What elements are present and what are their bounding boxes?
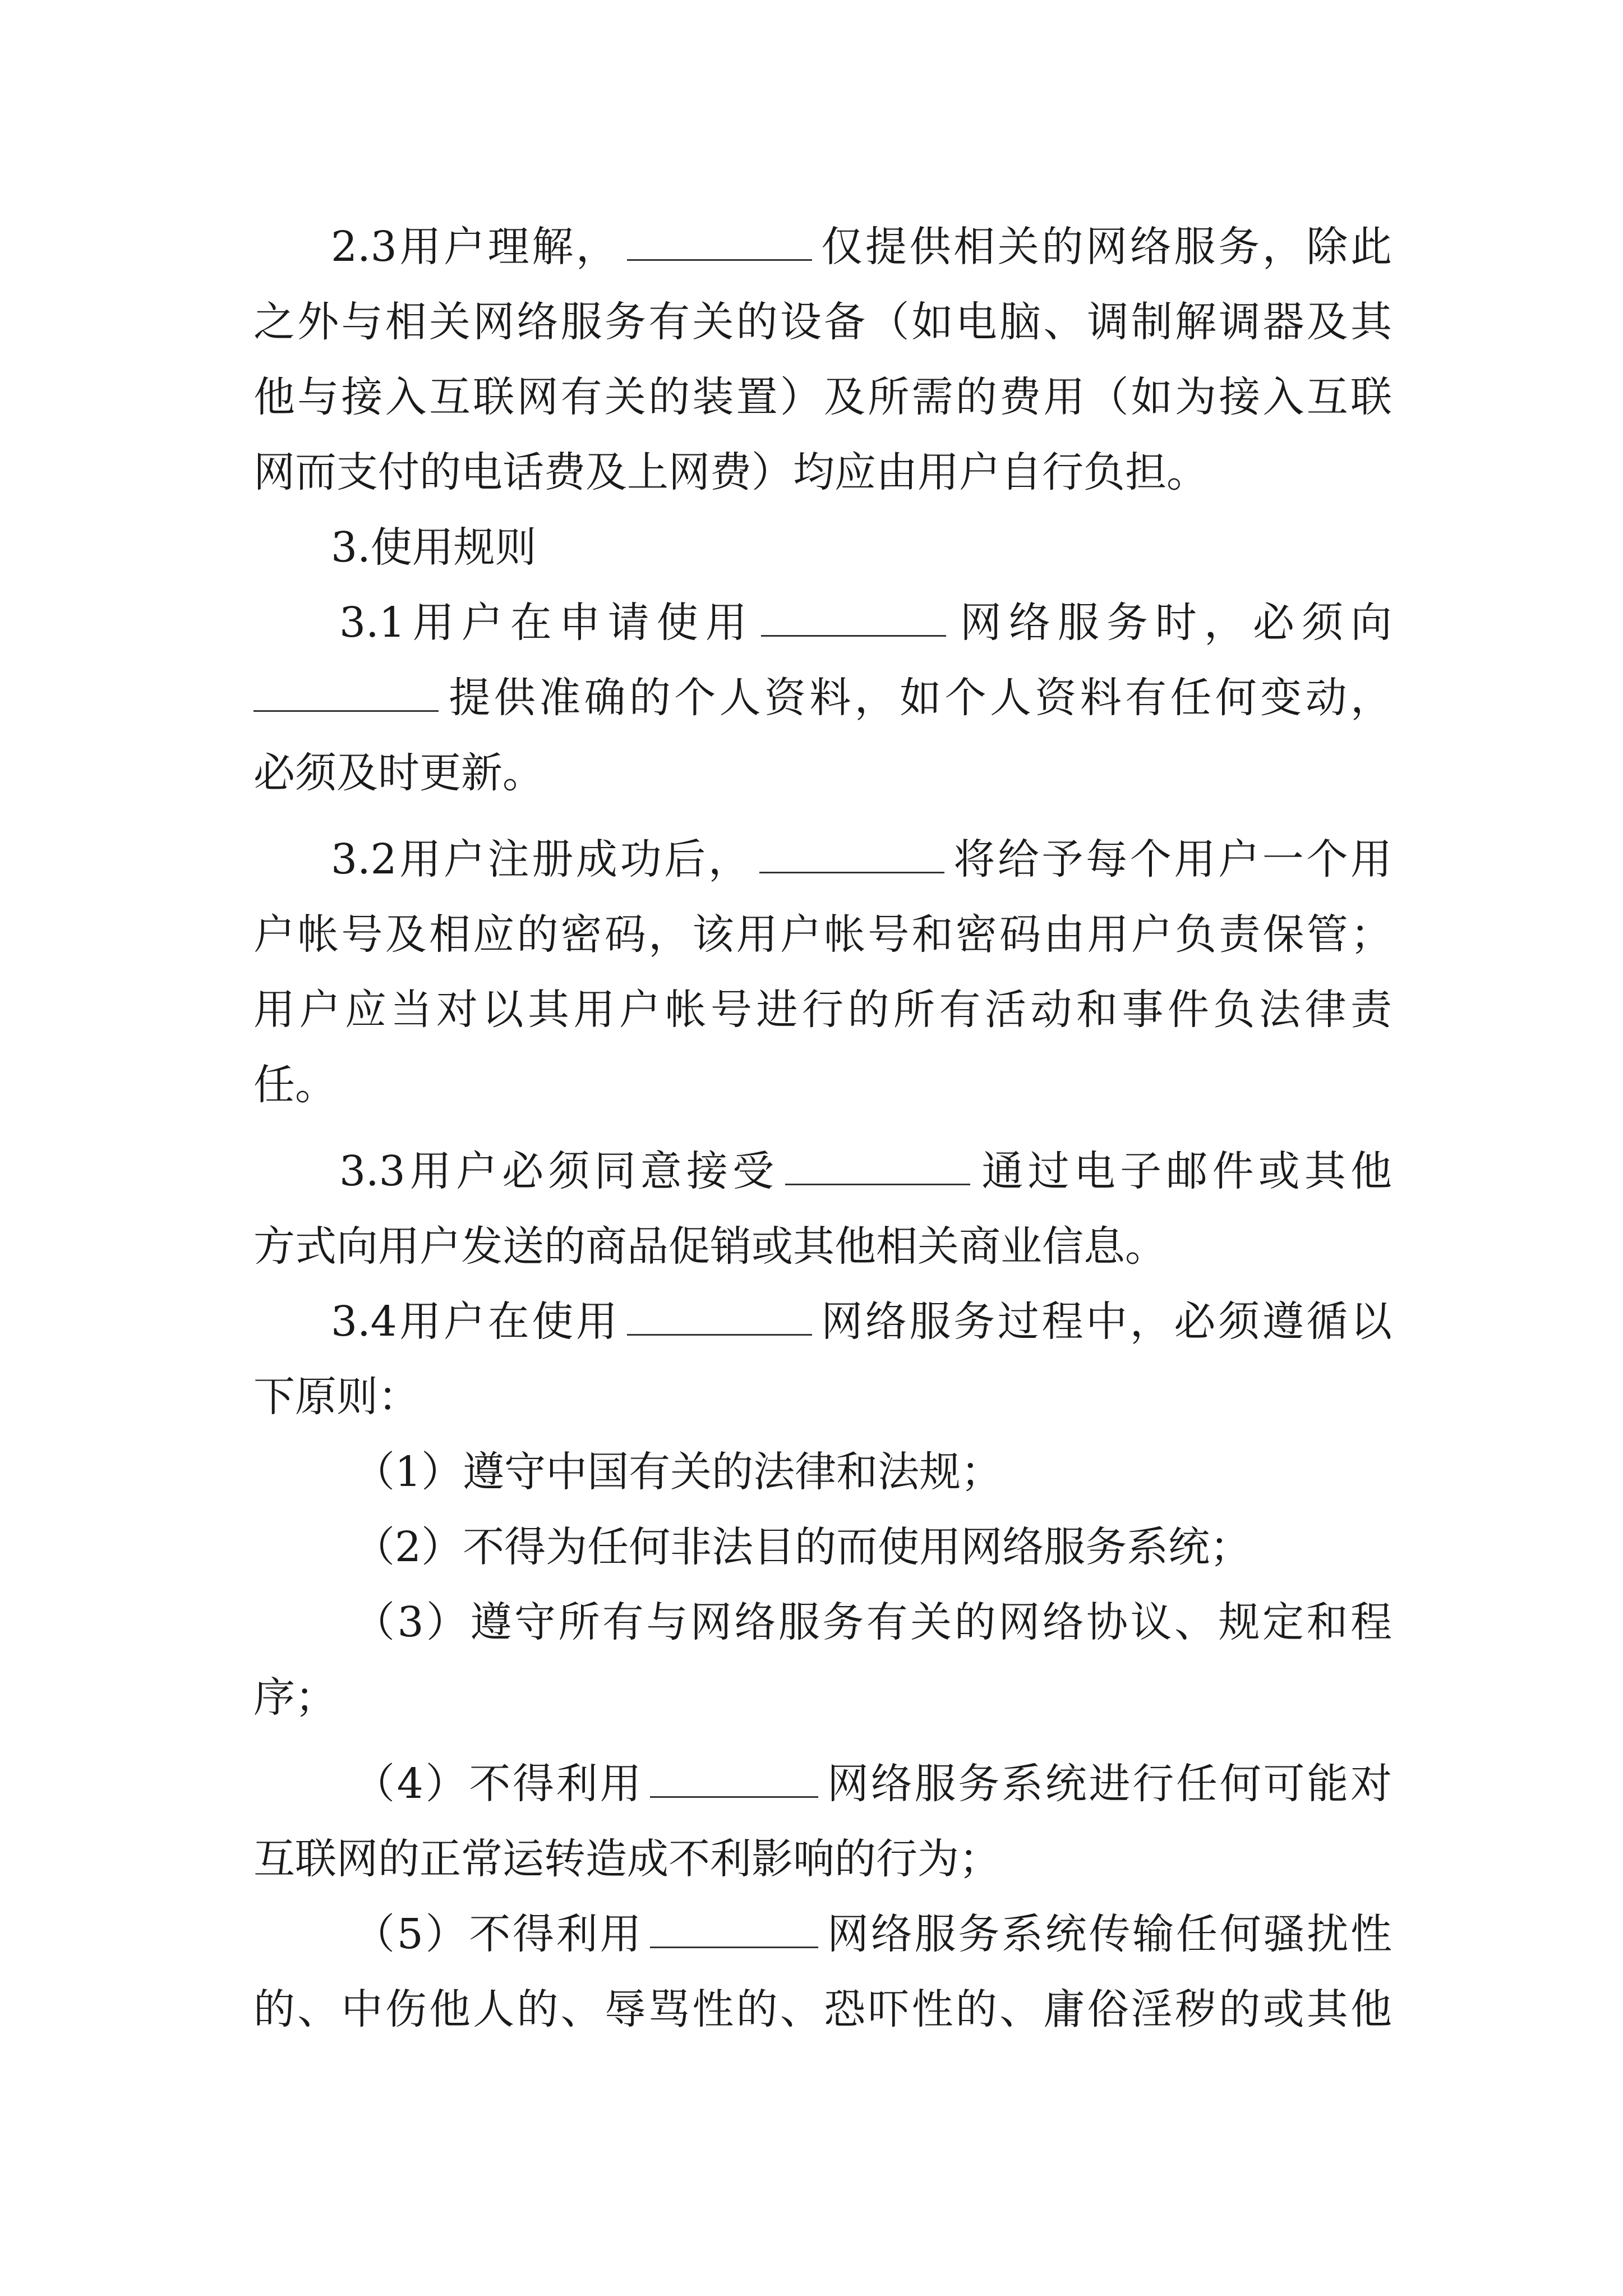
paragraph-3-4-line-2: 下原则： (253, 1373, 419, 1421)
text-run: 网络服务系统传输任何骚扰性 (825, 1910, 1392, 1958)
text-run: 2.3用户理解， (331, 223, 620, 271)
list-item-2: （2）不得为任何非法目的而使用网络服务系统； (353, 1523, 1252, 1571)
text-run: 3.3用户必须同意接受 (339, 1147, 779, 1195)
text-run: 网络服务过程中，必须遵循以 (818, 1297, 1392, 1346)
text-run: 通过电子邮件或其他 (977, 1147, 1392, 1195)
list-item-5-line-2: 的、中伤他人的、辱骂性的、恐吓性的、庸俗淫秽的或其他 (253, 1985, 1392, 2033)
list-item-4-line-1 (353, 1745, 1392, 1823)
list-item-3-line-2: 序； (253, 1673, 336, 1722)
paragraph-2-3-line-4: 网而支付的电话费及上网费）均应由用户自行负担。 (253, 448, 1208, 496)
text-run: 将给予每个用户一个用 (951, 835, 1392, 884)
paragraph-3-2-line-1 (331, 820, 1392, 899)
fill-in-blank (759, 835, 944, 873)
list-item-5-line-1 (353, 1895, 1392, 1973)
text-run: 提供准确的个人资料，如个人资料有任何变动， (445, 674, 1392, 722)
fill-in-blank (253, 673, 439, 712)
list-item-1: （1）遵守中国有关的法律和法规； (353, 1448, 1003, 1496)
text-run: 3.1用户在申请使用 (339, 599, 754, 647)
fill-in-blank (650, 1910, 818, 1948)
text-run: （4）不得利用 (353, 1760, 644, 1808)
paragraph-2-3-line-2: 之外与相关网络服务有关的设备（如电脑、调制解调器及其 (253, 298, 1392, 346)
paragraph-3-3-line-2: 方式向用户发送的商品促销或其他相关商业信息。 (253, 1222, 1166, 1271)
fill-in-blank (627, 222, 812, 261)
paragraph-3-1-line-2 (253, 659, 1392, 737)
paragraph-3-2-line-2: 户帐号及相应的密码，该用户帐号和密码由用户负责保管； (253, 910, 1392, 959)
paragraph-3-1-line-1 (339, 583, 1392, 662)
list-item-3-line-1: （3）遵守所有与网络服务有关的网络协议、规定和程 (353, 1598, 1392, 1646)
text-run: 网络服务时，必须向 (952, 599, 1392, 647)
paragraph-3-2-line-4: 任。 (253, 1061, 336, 1109)
text-run: 3.4用户在使用 (331, 1297, 620, 1346)
fill-in-blank (785, 1147, 970, 1185)
paragraph-2-3-line-1 (331, 208, 1392, 286)
text-run: 网络服务系统进行任何可能对 (825, 1760, 1392, 1808)
text-run: （5）不得利用 (353, 1910, 644, 1958)
fill-in-blank (627, 1297, 812, 1336)
text-run: 仅提供相关的网络服务，除此 (818, 223, 1392, 271)
paragraph-3-3-line-1 (339, 1132, 1392, 1211)
paragraph-3-4-line-1 (331, 1282, 1392, 1361)
list-item-4-line-2: 互联网的正常运转造成不利影响的行为； (253, 1835, 1000, 1883)
paragraph-3-1-line-3: 必须及时更新。 (253, 749, 544, 797)
section-heading-3: 3.使用规则 (331, 523, 537, 572)
fill-in-blank (650, 1759, 818, 1798)
text-run: 3.2用户注册成功后， (331, 835, 753, 884)
paragraph-2-3-line-3: 他与接入互联网有关的装置）及所需的费用（如为接入互联 (253, 373, 1392, 421)
fill-in-blank (761, 598, 946, 637)
paragraph-3-2-line-3: 用户应当对以其用户帐号进行的所有活动和事件负法律责 (253, 986, 1392, 1034)
